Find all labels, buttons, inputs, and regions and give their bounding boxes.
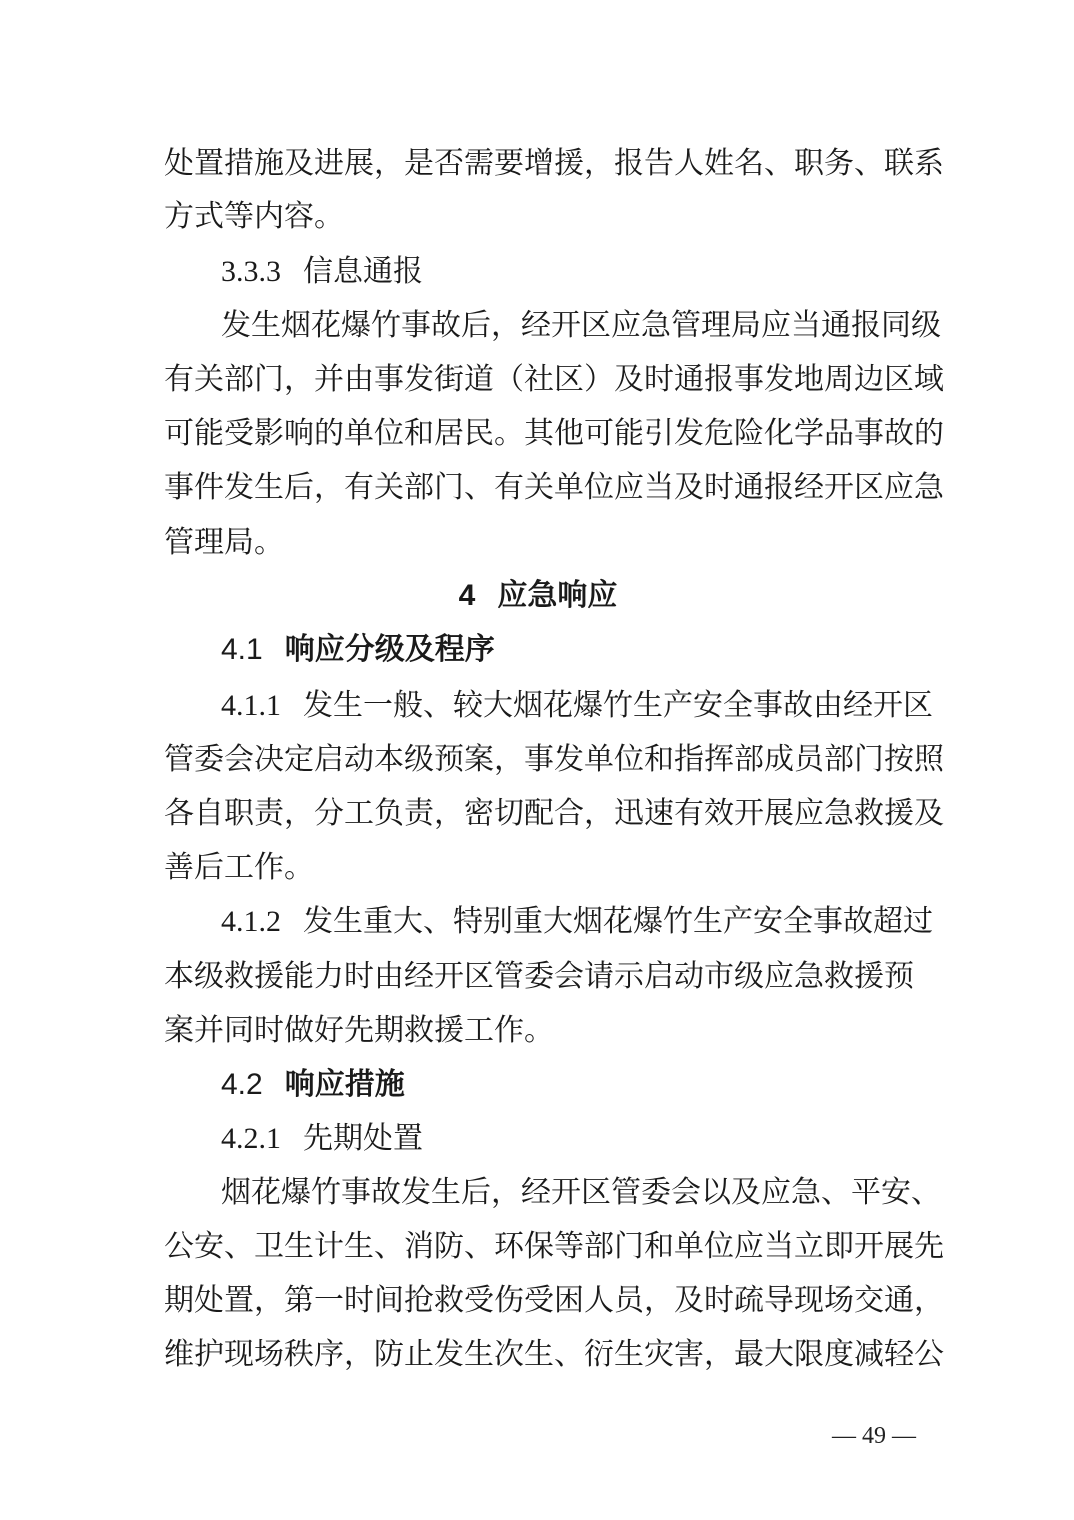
paragraph-line: 可能受影响的单位和居民。其他可能引发危险化学品事故的 — [164, 416, 944, 451]
paragraph-line: 本级救援能力时由经开区管委会请示启动市级应急救援预 — [164, 959, 914, 994]
section-number: 4.1 — [221, 633, 263, 666]
section-number: 4.2 — [221, 1068, 263, 1101]
paragraph-line: 方式等内容。 — [164, 199, 344, 234]
paragraph-line: 事件发生后，有关部门、有关单位应当及时通报经开区应急 — [164, 470, 944, 505]
item-text: 发生重大、特别重大烟花爆竹生产安全事故超过 — [303, 904, 933, 939]
paragraph-line: 善后工作。 — [164, 850, 314, 885]
paragraph-line: 公安、卫生计生、消防、环保等部门和单位应当立即开展先 — [164, 1229, 944, 1264]
paragraph-line: 管理局。 — [164, 525, 284, 560]
section-heading-4-1 — [221, 627, 912, 673]
paragraph-line: 烟花爆竹事故发生后，经开区管委会以及应急、平安、 — [221, 1175, 941, 1210]
item-text: 发生一般、较大烟花爆竹生产安全事故由经开区 — [303, 688, 933, 723]
paragraph-line: 处置措施及进展，是否需要增援，报告人姓名、职务、联系 — [164, 146, 944, 181]
page-number: — 49 — — [832, 1423, 916, 1449]
chapter-number: 4 — [458, 579, 476, 612]
section-title: 响应措施 — [284, 1067, 405, 1102]
section-title: 先期处置 — [303, 1121, 423, 1156]
section-title: 响应分级及程序 — [284, 632, 495, 667]
section-number: 3.3.3 — [221, 255, 281, 288]
section-heading-4-2-1 — [221, 1116, 912, 1162]
chapter-title: 应急响应 — [497, 578, 618, 613]
paragraph-first-line — [221, 899, 933, 945]
item-number: 4.1.1 — [221, 689, 281, 722]
item-number: 4.1.2 — [221, 905, 281, 938]
paragraph-line: 有关部门，并由事发街道（社区）及时通报事发地周边区域 — [164, 362, 944, 397]
paragraph-line: 发生烟花爆竹事故后，经开区应急管理局应当通报同级 — [221, 308, 941, 343]
section-title: 信息通报 — [303, 254, 423, 289]
paragraph-line: 各自职责，分工负责，密切配合，迅速有效开展应急救援及 — [164, 796, 944, 831]
paragraph-line: 管委会决定启动本级预案，事发单位和指挥部成员部门按照 — [164, 742, 944, 777]
section-heading-4-2 — [221, 1062, 912, 1108]
paragraph-line: 维护现场秩序，防止发生次生、衍生灾害，最大限度减轻公 — [164, 1337, 944, 1372]
paragraph-line: 案并同时做好先期救援工作。 — [164, 1013, 554, 1048]
section-number: 4.2.1 — [221, 1122, 281, 1155]
paragraph-line: 期处置，第一时间抢救受伤受困人员，及时疏导现场交通， — [164, 1283, 944, 1318]
paragraph-first-line — [221, 683, 933, 729]
section-heading-3-3-3 — [221, 249, 912, 295]
chapter-heading-4 — [164, 573, 912, 619]
